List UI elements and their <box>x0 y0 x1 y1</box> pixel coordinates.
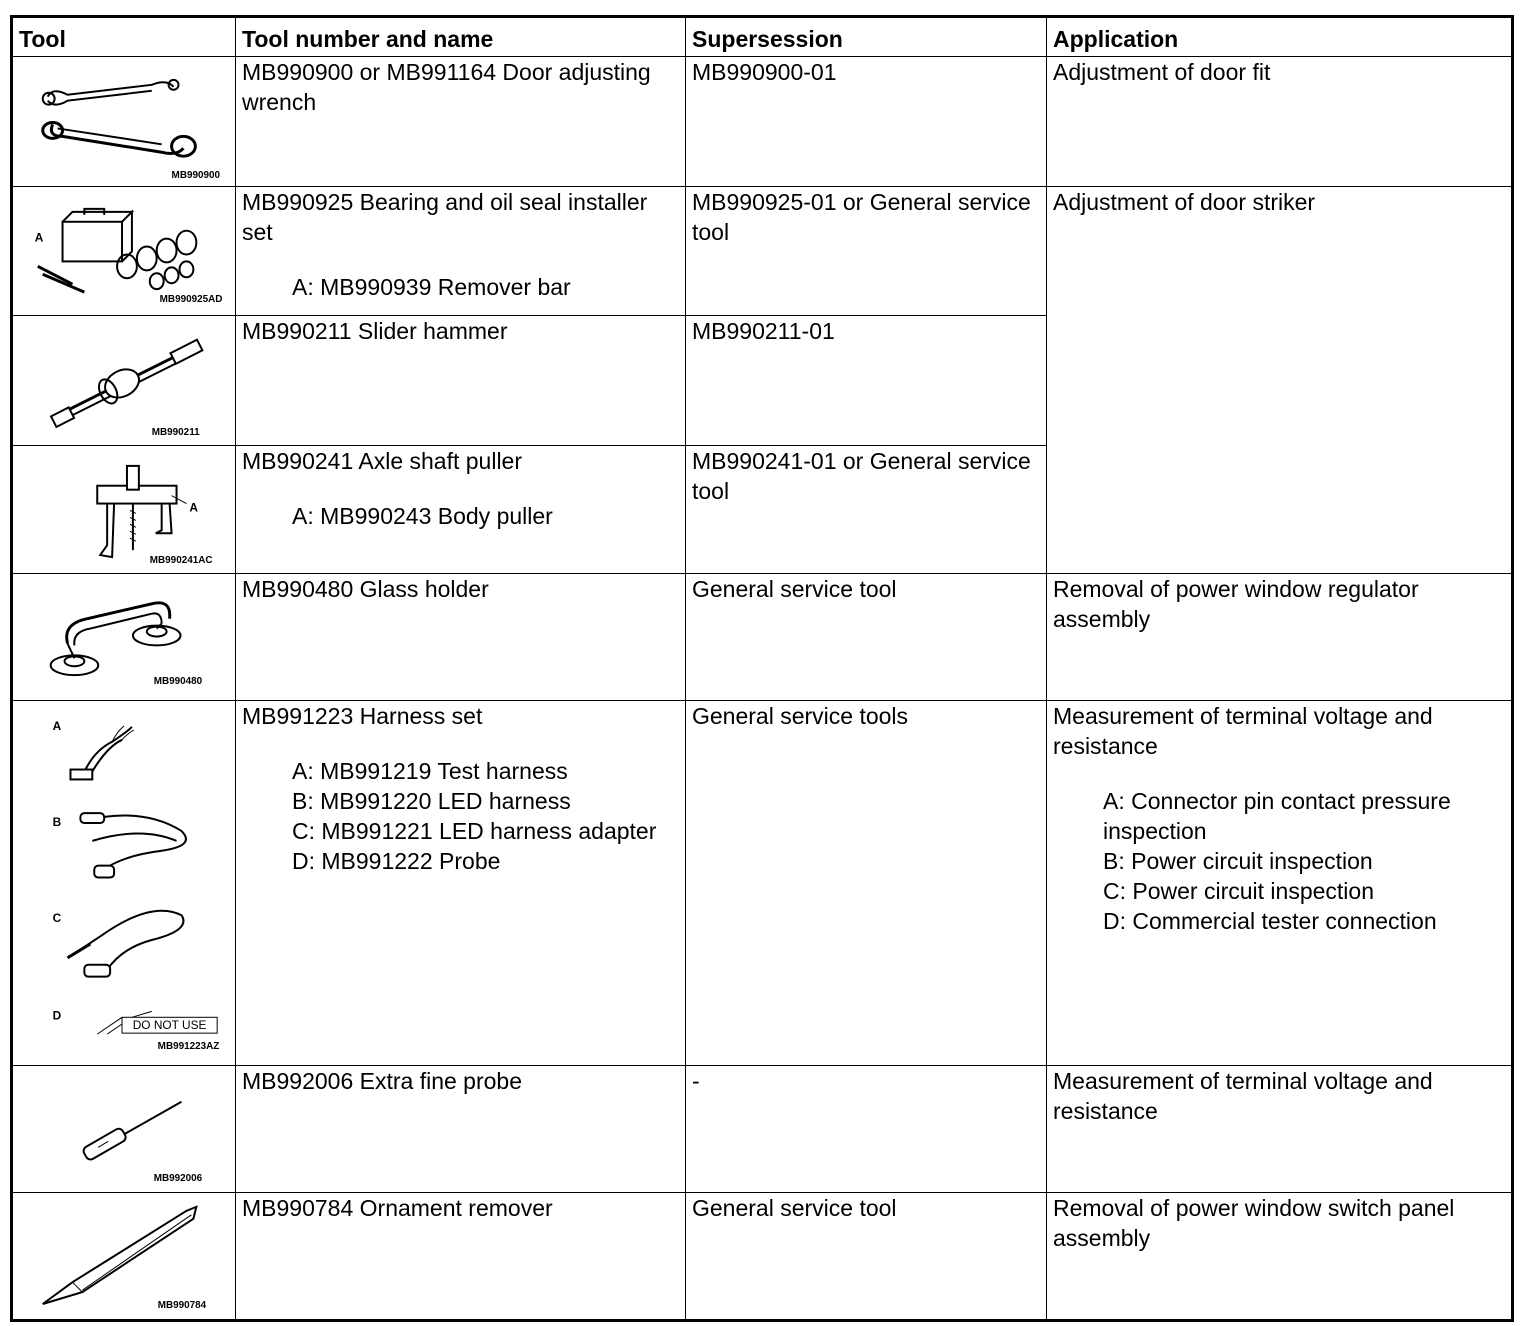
image-label: B <box>52 815 62 830</box>
image-label: C <box>52 911 62 926</box>
supersession: MB990925-01 or General service tool <box>686 187 1047 316</box>
application-item: D: Commercial tester connection <box>1103 908 1437 934</box>
application: Adjustment of door fit <box>1047 57 1513 187</box>
application: Removal of power window switch panel assembly <box>1047 1193 1513 1321</box>
sub-item: A: MB990243 Body puller <box>292 503 553 529</box>
ornament-remover-icon <box>13 1193 235 1319</box>
application: Measurement of terminal voltage and resistance <box>1053 703 1433 759</box>
image-label-a: A <box>189 500 198 515</box>
sub-item: D: MB991222 Probe <box>292 848 501 874</box>
table-row <box>12 57 1513 187</box>
supersession: General service tool <box>686 1193 1047 1321</box>
application-cell <box>1047 701 1513 1066</box>
header-supersession: Supersession <box>686 17 1047 57</box>
tool-name: MB990784 Ornament remover <box>236 1193 686 1321</box>
image-caption: MB990241AC <box>149 555 213 567</box>
supersession: MB990241-01 or General service tool <box>686 446 1047 574</box>
tool-name-cell <box>236 446 686 574</box>
supersession: General service tools <box>686 701 1047 1066</box>
image-label: D <box>52 1008 62 1023</box>
slider-hammer-icon <box>13 316 235 445</box>
tool-image-harness-set <box>12 701 236 1066</box>
glass-holder-icon <box>13 574 235 700</box>
tool-image-fine-probe <box>12 1066 236 1193</box>
tool-name-cell <box>236 187 686 316</box>
application-item: A: Connector pin contact pressure inspection <box>1103 788 1451 844</box>
tool-image-door-wrench <box>12 57 236 187</box>
sub-item: A: MB990939 Remover bar <box>292 274 571 300</box>
sub-item: A: MB991219 Test harness <box>292 758 568 784</box>
tool-name: MB990900 or MB991164 Door adjusting wrench <box>236 57 686 187</box>
tool-name: MB990925 Bearing and oil seal installer set <box>242 189 648 245</box>
header-tool: Tool <box>12 17 236 57</box>
table-row <box>12 187 1513 316</box>
tool-image-installer-set <box>12 187 236 316</box>
tool-image-axle-puller <box>12 446 236 574</box>
tool-name: MB990241 Axle shaft puller <box>242 448 523 474</box>
tool-name: MB990211 Slider hammer <box>236 316 686 446</box>
door-wrench-icon <box>13 57 235 186</box>
application: Measurement of terminal voltage and resistance <box>1047 1066 1513 1193</box>
image-caption: MB990211 <box>151 427 200 439</box>
sub-item: C: MB991221 LED harness adapter <box>292 818 657 844</box>
image-caption: MB990784 <box>157 1299 207 1311</box>
header-tool-number-and-name: Tool number and name <box>236 17 686 57</box>
table-row <box>12 701 1513 1066</box>
application: Removal of power window regulator assembly <box>1047 574 1513 701</box>
tool-name: MB992006 Extra fine probe <box>236 1066 686 1193</box>
harness-set-icon <box>13 701 235 1065</box>
supersession: MB990211-01 <box>686 316 1047 446</box>
tool-image-slider-hammer <box>12 316 236 446</box>
supersession: - <box>686 1066 1047 1193</box>
image-caption: MB990900 <box>171 169 221 181</box>
image-caption: MB991223AZ <box>157 1041 220 1053</box>
tool-image-glass-holder <box>12 574 236 701</box>
tool-name-cell <box>236 701 686 1066</box>
supersession: MB990900-01 <box>686 57 1047 187</box>
sub-item: B: MB991220 LED harness <box>292 788 571 814</box>
tool-name: MB991223 Harness set <box>242 703 483 729</box>
application-item: B: Power circuit inspection <box>1103 848 1373 874</box>
image-label-a: A <box>34 230 44 245</box>
fine-probe-icon <box>13 1066 235 1192</box>
image-caption: MB990925AD <box>159 294 223 306</box>
tool-name: MB990480 Glass holder <box>236 574 686 701</box>
special-tools-table <box>10 15 1514 1322</box>
tool-image-ornament-remover <box>12 1193 236 1321</box>
application-item: C: Power circuit inspection <box>1103 878 1374 904</box>
application: Adjustment of door striker <box>1047 187 1513 574</box>
image-caption: MB990480 <box>153 676 203 688</box>
image-label: A <box>52 718 62 733</box>
table-row <box>12 1066 1513 1193</box>
image-caption: MB992006 <box>153 1173 203 1185</box>
table-row <box>12 1193 1513 1321</box>
do-not-use-stamp: DO NOT USE <box>132 1018 207 1033</box>
axle-puller-icon <box>13 446 235 573</box>
installer-set-icon <box>13 187 235 315</box>
table-row <box>12 574 1513 701</box>
header-application: Application <box>1047 17 1513 57</box>
supersession: General service tool <box>686 574 1047 701</box>
header-row <box>12 17 1513 57</box>
